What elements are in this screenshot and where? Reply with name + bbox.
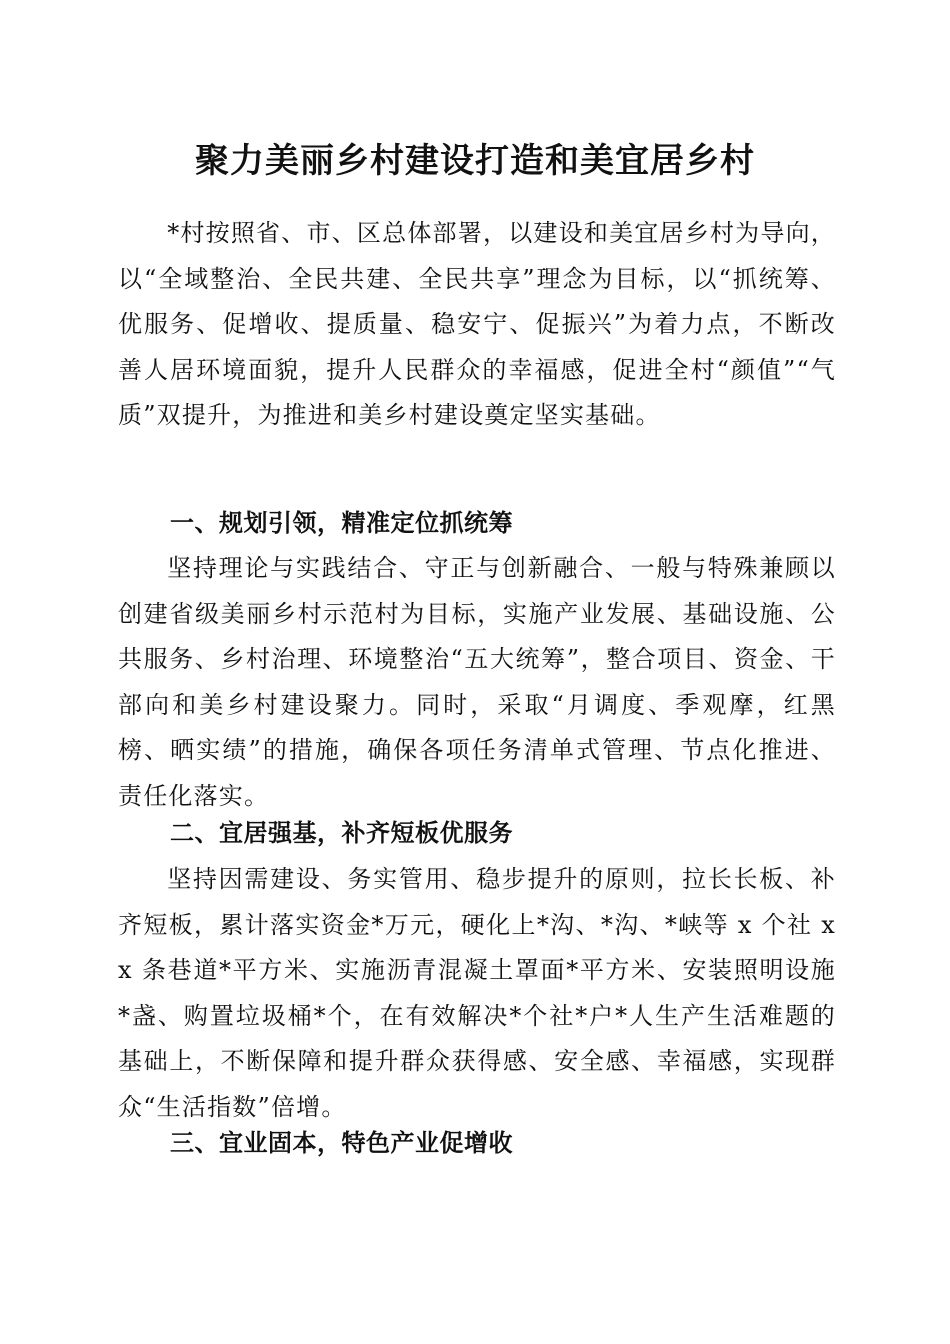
document-title: 聚力美丽乡村建设打造和美宜居乡村 [195,141,755,181]
section-heading-1: 一、规划引领，精准定位抓统筹 [170,509,513,537]
intro-paragraph: *村按照省、市、区总体部署，以建设和美宜居乡村为导向，以“全域整治、全民共建、全民共享”理念为目标，以“抓统筹、优服务、促增收、提质量、稳安宁、促振兴”为着力点，不断改善人居环境面貌，提升人民群众的幸福感，促进全村“颜值”“气质”双提升，为推进和美乡村建设奠定坚实基础。 [118,219,836,429]
section-body-1: 坚持理论与实践结合、守正与创新融合、一般与特殊兼顾以创建省级美丽乡村示范村为目标，实施产业发展、基础设施、公共服务、乡村治理、环境整治“五大统筹”，整合项目、资金、干部向和美乡村建设聚力。同时，采取“月调度、季观摩，红黑榜、晒实绩”的措施，确保各项任务清单式管理、节点化推进、责任化落实。 [118,554,836,810]
section-heading-3: 三、宜业固本，特色产业促增收 [170,1129,513,1157]
section-body-2: 坚持因需建设、务实管用、稳步提升的原则，拉长长板、补齐短板，累计落实资金*万元，硬化上*沟、*沟、*峡等 x 个社 xx 条巷道*平方米、实施沥青混凝土罩面*平方米、安装照明设施*盏、购置垃圾桶*个，在有效解决*个社*户*人生产生活难题的基础上，不断保障和提升群众获得感、安全感、幸福感，实现群众“生活指数”倍增。 [118,865,836,1121]
section-heading-2: 二、宜居强基，补齐短板优服务 [170,819,513,847]
